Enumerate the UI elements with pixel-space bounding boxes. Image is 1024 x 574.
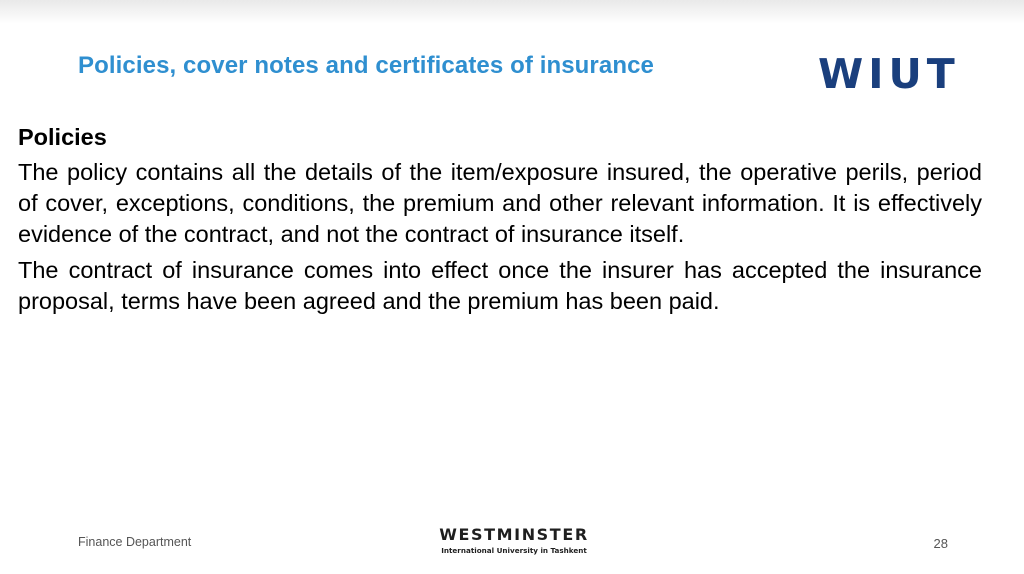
wiut-logo: WIUT: [818, 50, 960, 98]
westminster-logo-main: WESTMINSTER: [439, 525, 589, 544]
slide-body: [18, 122, 982, 322]
paragraph-contract-effect: The contract of insurance comes into effect once the insurer has accepted the insurance proposal, terms have been agreed and the premium has been paid.: [18, 257, 982, 314]
page-number: 28: [933, 536, 948, 551]
westminster-logo-sub: International University in Tashkent: [441, 546, 587, 555]
paragraph-policy-details: The policy contains all the details of the item/exposure insured, the operative perils, period of cover, exceptions, conditions, the premium and other relevant information. It is effectively evidence of the contract, and not the contract of insurance itself.: [18, 159, 982, 247]
top-header-strip: [0, 0, 1024, 24]
footer-department: Finance Department: [78, 535, 192, 549]
slide-title: Policies, cover notes and certificates of insurance: [78, 52, 654, 79]
section-heading: Policies: [18, 124, 107, 150]
westminster-logo: [434, 526, 594, 556]
